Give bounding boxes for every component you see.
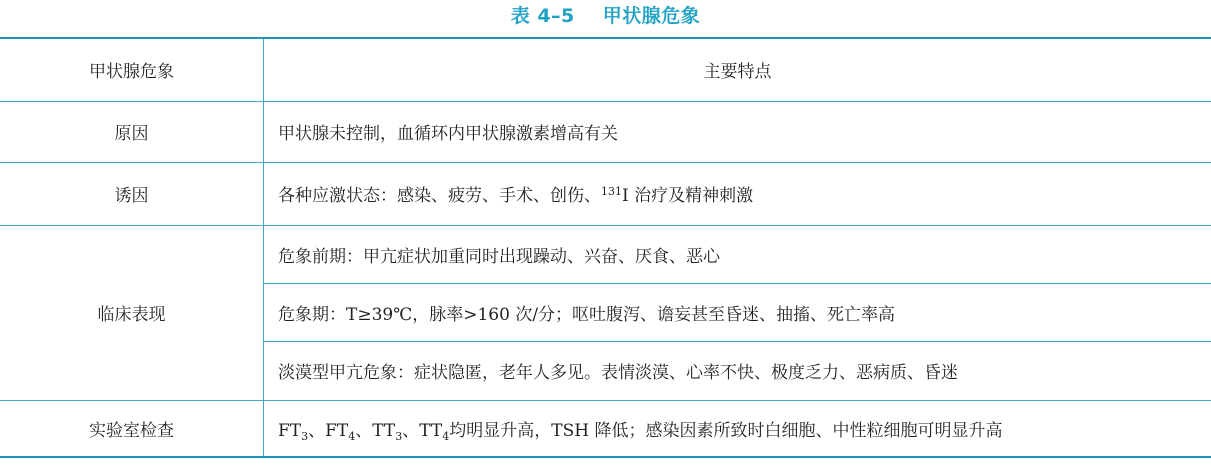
- lab-text-rest: 均明显升高，TSH 降低；感染因素所致时白细胞、中性粒细胞可明显升高: [449, 420, 1003, 441]
- row-label-lab: 实验室检查: [0, 400, 264, 457]
- lab-ft4: FT: [325, 420, 349, 441]
- lab-sep-3: 、: [402, 420, 420, 441]
- table-row-cause: [0, 101, 1211, 162]
- thyroid-crisis-table: [0, 37, 1211, 458]
- lab-ft4-sub: 4: [348, 429, 356, 443]
- lab-tt3-sub: 3: [395, 429, 403, 443]
- lab-sep-2: 、: [355, 420, 373, 441]
- lab-ft3-sub: 3: [301, 429, 309, 443]
- header-col2: 主要特点: [264, 38, 1211, 101]
- row-label-trigger: 诱因: [0, 162, 264, 225]
- lab-tt4: TT: [419, 420, 443, 441]
- lab-ft3: FT: [278, 420, 302, 441]
- table-header-row: [0, 38, 1211, 101]
- table-row-trigger: [0, 162, 1211, 225]
- row-label-clinical: 临床表现: [0, 225, 264, 400]
- clinical-item-precrisis: 危象前期：甲亢症状加重同时出现躁动、兴奋、厌食、恶心: [264, 225, 1211, 283]
- table-title: 甲状腺危象: [602, 5, 701, 27]
- table-caption: [0, 0, 1211, 34]
- lab-tt4-sub: 4: [442, 429, 450, 443]
- row-text-cause: 甲状腺未控制，血循环内甲状腺激素增高有关: [264, 101, 1211, 162]
- trigger-text-part1: 各种应激状态：感染、疲劳、手术、创伤、: [278, 186, 601, 206]
- trigger-text-part2: I 治疗及精神刺激: [622, 186, 754, 206]
- table-row-clinical-1: [0, 225, 1211, 283]
- header-col1: 甲状腺危象: [0, 38, 264, 101]
- clinical-item-apathetic: 淡漠型甲亢危象：症状隐匿，老年人多见。表情淡漠、心率不快、极度乏力、恶病质、昏迷: [264, 341, 1211, 400]
- isotope-superscript: 131: [601, 185, 622, 198]
- row-text-lab: [264, 400, 1211, 457]
- table-row-lab: [0, 400, 1211, 457]
- row-text-trigger: [264, 162, 1211, 225]
- clinical-item-crisis: 危象期：T≥39℃，脉率>160 次/分；呕吐腹泻、谵妄甚至昏迷、抽搐、死亡率高: [264, 283, 1211, 341]
- row-label-cause: 原因: [0, 101, 264, 162]
- lab-tt3: TT: [372, 420, 396, 441]
- table-number: 表 4–5: [510, 5, 575, 27]
- lab-sep-1: 、: [308, 420, 326, 441]
